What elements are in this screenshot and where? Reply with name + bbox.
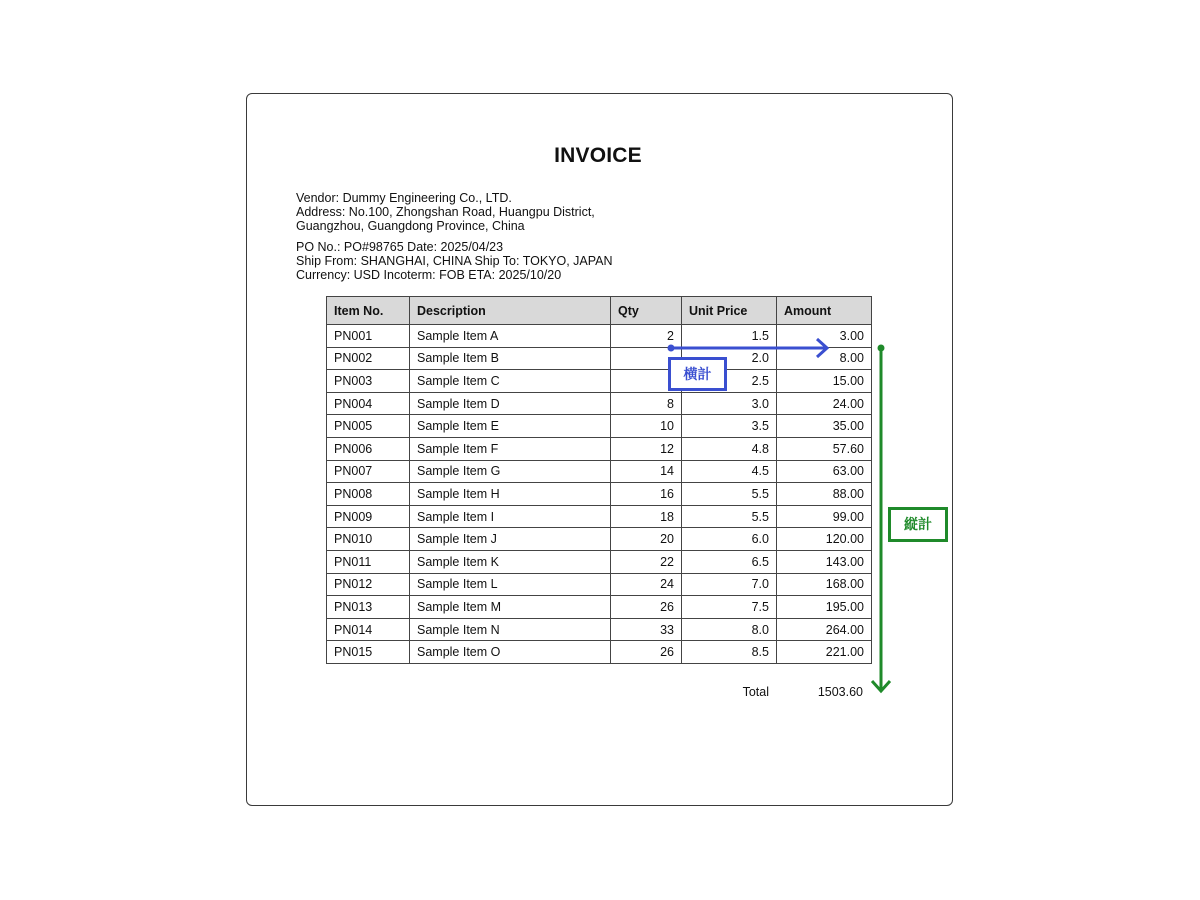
cell-qty: 8 — [611, 392, 682, 415]
cell-item-no: PN013 — [327, 596, 410, 619]
vendor-address-line-1: Address: No.100, Zhongshan Road, Huangpu District, — [296, 205, 595, 219]
cell-unit-price: 8.5 — [682, 641, 777, 664]
table-row — [327, 392, 872, 415]
total-label: Total — [742, 685, 769, 699]
cell-amount: 99.00 — [777, 505, 872, 528]
cell-unit-price: 5.5 — [682, 505, 777, 528]
cell-unit-price: 6.5 — [682, 550, 777, 573]
table-row — [327, 437, 872, 460]
cell-unit-price: 1.5 — [682, 325, 777, 348]
cell-description: Sample Item F — [410, 437, 611, 460]
cell-unit-price: 6.0 — [682, 528, 777, 551]
cell-unit-price: 2.5 — [682, 370, 777, 393]
vendor-address-line-2: Guangzhou, Guangdong Province, China — [296, 219, 525, 233]
cell-item-no: PN009 — [327, 505, 410, 528]
cell-item-no: PN003 — [327, 370, 410, 393]
header-qty: Qty — [611, 297, 682, 325]
po-date-line: PO No.: PO#98765 Date: 2025/04/23 — [296, 240, 504, 254]
table-row — [327, 505, 872, 528]
cell-description: Sample Item H — [410, 483, 611, 506]
cell-item-no: PN006 — [327, 437, 410, 460]
table-row — [327, 550, 872, 573]
header-unit-price: Unit Price — [682, 297, 777, 325]
cell-unit-price: 4.5 — [682, 460, 777, 483]
table-row — [327, 415, 872, 438]
table-row — [327, 370, 872, 393]
header-amount: Amount — [777, 297, 872, 325]
cell-qty: 26 — [611, 641, 682, 664]
cell-unit-price: 7.0 — [682, 573, 777, 596]
cell-amount: 221.00 — [777, 641, 872, 664]
cell-amount: 15.00 — [777, 370, 872, 393]
cell-description: Sample Item J — [410, 528, 611, 551]
cell-description: Sample Item D — [410, 392, 611, 415]
cell-item-no: PN015 — [327, 641, 410, 664]
cell-description: Sample Item I — [410, 505, 611, 528]
cell-description: Sample Item M — [410, 596, 611, 619]
cell-unit-price: 8.0 — [682, 618, 777, 641]
cell-item-no: PN007 — [327, 460, 410, 483]
cell-unit-price: 5.5 — [682, 483, 777, 506]
cell-description: Sample Item O — [410, 641, 611, 664]
cell-qty: 12 — [611, 437, 682, 460]
table-row — [327, 618, 872, 641]
cell-amount: 168.00 — [777, 573, 872, 596]
cell-item-no: PN002 — [327, 347, 410, 370]
cell-amount: 35.00 — [777, 415, 872, 438]
cell-description: Sample Item K — [410, 550, 611, 573]
table-row — [327, 573, 872, 596]
cell-amount: 88.00 — [777, 483, 872, 506]
cell-description: Sample Item N — [410, 618, 611, 641]
header-description: Description — [410, 297, 611, 325]
cell-amount: 63.00 — [777, 460, 872, 483]
cell-unit-price: 2.0 — [682, 347, 777, 370]
cell-item-no: PN004 — [327, 392, 410, 415]
vendor-name: Vendor: Dummy Engineering Co., LTD. — [296, 191, 512, 205]
items-table — [326, 296, 872, 664]
cell-qty: 33 — [611, 618, 682, 641]
cell-unit-price: 7.5 — [682, 596, 777, 619]
cell-item-no: PN012 — [327, 573, 410, 596]
cell-description: Sample Item G — [410, 460, 611, 483]
cell-qty: 26 — [611, 596, 682, 619]
cell-unit-price: 3.0 — [682, 392, 777, 415]
cell-description: Sample Item B — [410, 347, 611, 370]
cell-qty: 22 — [611, 550, 682, 573]
cell-description: Sample Item E — [410, 415, 611, 438]
currency-terms-line: Currency: USD Incoterm: FOB ETA: 2025/10/20 — [296, 268, 562, 282]
cell-qty: 20 — [611, 528, 682, 551]
cell-amount: 195.00 — [777, 596, 872, 619]
shipping-line: Ship From: SHANGHAI, CHINA Ship To: TOKYO, JAPAN — [296, 254, 613, 268]
cell-description: Sample Item C — [410, 370, 611, 393]
cell-qty: 10 — [611, 415, 682, 438]
cell-item-no: PN011 — [327, 550, 410, 573]
invoice-title: INVOICE — [554, 144, 642, 167]
table-header-row — [327, 297, 872, 325]
cell-amount: 3.00 — [777, 325, 872, 348]
cell-description: Sample Item A — [410, 325, 611, 348]
cell-item-no: PN008 — [327, 483, 410, 506]
table-row — [327, 347, 872, 370]
vendor-info — [296, 191, 595, 233]
cell-qty: 14 — [611, 460, 682, 483]
header-item-no: Item No. — [327, 297, 410, 325]
cell-item-no: PN005 — [327, 415, 410, 438]
cell-amount: 120.00 — [777, 528, 872, 551]
cell-qty: 18 — [611, 505, 682, 528]
cell-unit-price: 4.8 — [682, 437, 777, 460]
cell-description: Sample Item L — [410, 573, 611, 596]
table-row — [327, 483, 872, 506]
cell-item-no: PN001 — [327, 325, 410, 348]
table-row — [327, 641, 872, 664]
cell-qty: 24 — [611, 573, 682, 596]
cell-amount: 143.00 — [777, 550, 872, 573]
horizontal-sum-label: 横計 — [668, 357, 727, 391]
cell-item-no: PN014 — [327, 618, 410, 641]
total-value: 1503.60 — [817, 685, 863, 699]
cell-item-no: PN010 — [327, 528, 410, 551]
cell-amount: 8.00 — [777, 347, 872, 370]
table-row — [327, 528, 872, 551]
cell-unit-price: 3.5 — [682, 415, 777, 438]
cell-amount: 24.00 — [777, 392, 872, 415]
vertical-sum-label: 縦計 — [888, 507, 948, 542]
table-row — [327, 460, 872, 483]
cell-qty: 2 — [611, 325, 682, 348]
cell-amount: 57.60 — [777, 437, 872, 460]
order-info — [296, 240, 613, 282]
table-row — [327, 325, 872, 348]
cell-qty: 16 — [611, 483, 682, 506]
cell-amount: 264.00 — [777, 618, 872, 641]
table-row — [327, 596, 872, 619]
